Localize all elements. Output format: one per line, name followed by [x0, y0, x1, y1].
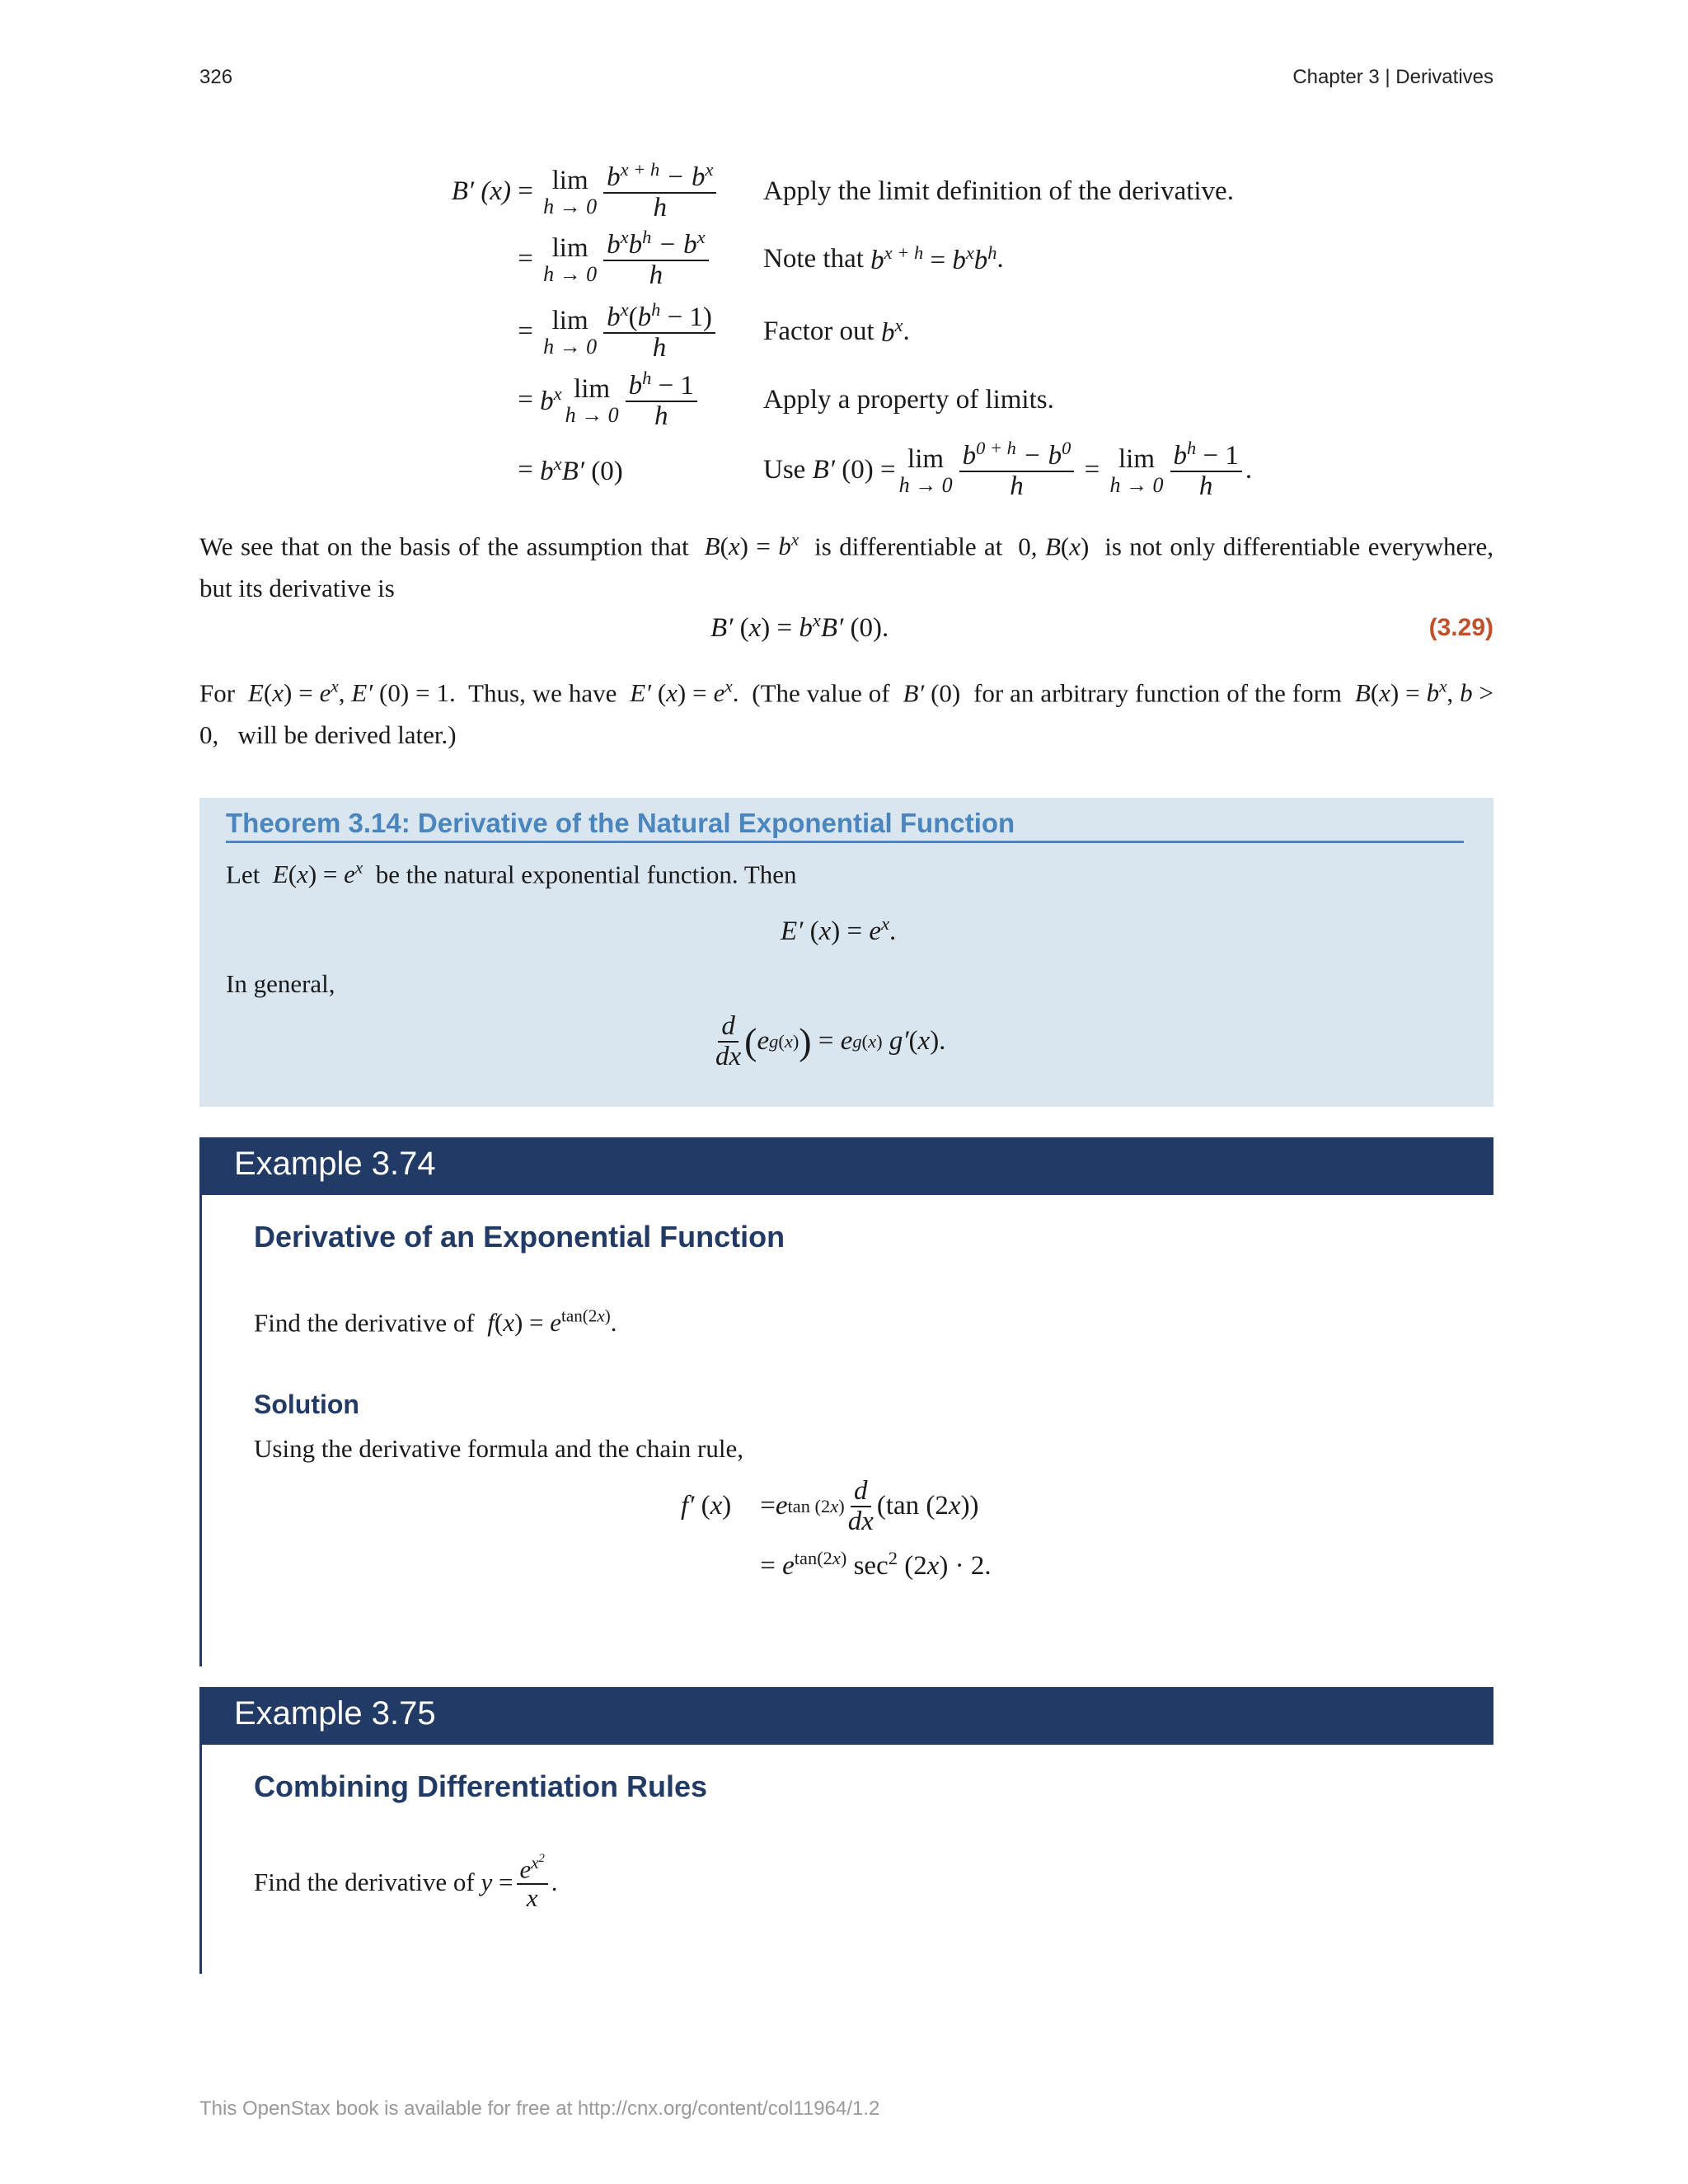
derivation-note-2-math: $b^{x + h} = b^xb^h$	[863, 241, 997, 275]
page-number: 326	[199, 66, 233, 88]
example-3-74-prompt: Find the derivative of $f(x) = e^{tan(2x)}$.	[254, 1306, 617, 1338]
derivation-note-4: Apply a property of limits.	[763, 384, 1054, 415]
example-3-74-solution-line-2: = $e^{tan(2x)}$ $\sec^2 (2x) \cdot 2$.	[753, 1548, 992, 1581]
derivation-rhs-1: = lim h → 0 $\frac{b^{x + h} - b^x}{h}$	[511, 160, 720, 222]
theorem-box	[199, 798, 1493, 1107]
example-3-75-bar	[199, 1687, 1493, 1745]
chapter-title: Chapter 3 | Derivatives	[1292, 66, 1493, 88]
derivation-note-2: Note that $b^{x + h} = b^xb^h$ .	[763, 241, 1004, 275]
derivation-row-2	[429, 226, 1335, 292]
derivation-note-2-text: Note that	[763, 243, 864, 274]
example-3-74-solution-heading: Solution	[254, 1390, 359, 1419]
equation-3-29: B′ $(x) = b^xB'$ (0).	[710, 610, 889, 643]
example-3-74-solution-line-1: f′ (x) = e tan (2x) $\frac{d}{dx}$ (tan (2x))	[681, 1476, 979, 1536]
example-3-75-prompt-text: Find the derivative of	[254, 1867, 475, 1896]
theorem-chain-equation: $\frac{d}{dx}$ ( e g(x) ) = e g(x) g′ ( x ).	[715, 1011, 946, 1071]
equation-number: (3.29)	[1428, 614, 1493, 641]
paragraph-basis: We see that on the basis of the assumption that $B(x) = b^x$ is differentiable at 0, B(x) is not only differentiable everywhere, but its derivative is	[199, 530, 1494, 603]
derivation-row-4	[429, 367, 1335, 433]
paragraph-for-e-text-d: for an arbitrary function of the form	[973, 678, 1343, 708]
example-3-74-solution-text: Using the derivative formula and the chain rule,	[254, 1434, 743, 1463]
example-3-75-prompt: Find the derivative of y = $\frac{e^{x^2}}{x}$ .	[254, 1852, 558, 1912]
paragraph-basis-text-a: We see that on the basis of the assumption that	[199, 532, 689, 561]
theorem-let-tail: be the natural exponential function. Then	[375, 860, 797, 889]
example-3-75-rule	[199, 1745, 202, 1974]
theorem-equation: E′ $(x) = e^x$.	[781, 913, 897, 946]
derivation-note-5: Use B′ (0) = lim h → 0 $\frac{b^{0 + h} - b^0}{h}$ = lim h → 0 $\frac{b^h - 1}{h}$ .	[763, 438, 1253, 501]
derivation-note-3: Factor out $b^x$ .	[763, 314, 910, 348]
derivation-row-3	[429, 298, 1335, 364]
example-3-74-prompt-text: Find the derivative of	[254, 1308, 475, 1338]
derivation-rhs-4: = $b^x$ lim h → 0 $\frac{b^h - 1}{h}$	[511, 368, 701, 430]
derivation-rhs-5: = $b^xB'$ (0)	[511, 452, 623, 486]
footer-text: This OpenStax book is available for free at http://cnx.org/content/col11964/1.2	[199, 2097, 880, 2120]
paragraph-for-e-text-c: (The value of	[752, 678, 890, 708]
derivation-note-5-text: Use	[763, 454, 806, 485]
derivation-rhs-3: = lim h → 0 $\frac{b^x(b^h - 1)}{h}$	[511, 300, 719, 362]
paragraph-for-e-text-b: Thus, we have	[468, 678, 617, 708]
derivation-row-1	[429, 158, 1335, 224]
derivation-rhs-2: = lim h → 0 $\frac{b^xb^h - b^x}{h}$	[511, 227, 712, 289]
theorem-let: Let	[226, 860, 260, 889]
example-3-75-label: Example 3.75	[234, 1695, 436, 1732]
paragraph-basis-text-b: is differentiable at	[814, 532, 1003, 561]
theorem-statement: Let $E(x) = e^x$ be the natural exponential function. Then	[226, 858, 797, 889]
theorem-general: In general,	[226, 969, 335, 998]
theorem-title: Theorem 3.14: Derivative of the Natural Exponential Function	[226, 808, 1464, 843]
example-3-74-rule	[199, 1195, 202, 1666]
derivation-lhs: B′ (x)	[451, 176, 511, 206]
example-3-74-title: Derivative of an Exponential Function	[254, 1220, 785, 1254]
derivation-row-5	[429, 437, 1335, 503]
paragraph-for-e: For $E(x) = e^x$, E′ (0) = 1. Thus, we have E′ $(x) = e^x$. (The value of B′ (0) for an arbitrary function of the form $B(x) = b^x$, b > 0, will be derived later.)	[199, 677, 1493, 750]
example-3-74-label: Example 3.74	[234, 1146, 436, 1182]
paragraph-for-e-text-e: will be derived later.)	[237, 720, 457, 750]
paragraph-basis-text-c: is not only differentiable everywhere, but its derivative is	[199, 532, 1494, 603]
example-3-75-title: Combining Differentiation Rules	[254, 1769, 708, 1803]
derivation-note-3-text: Factor out	[763, 316, 874, 346]
example-3-74-bar	[199, 1137, 1493, 1195]
paragraph-for-e-text-a: For	[199, 678, 236, 708]
derivation-note-3-math: $b^x$	[874, 314, 903, 348]
derivation-note-1: Apply the limit definition of the derivative.	[763, 176, 1234, 206]
